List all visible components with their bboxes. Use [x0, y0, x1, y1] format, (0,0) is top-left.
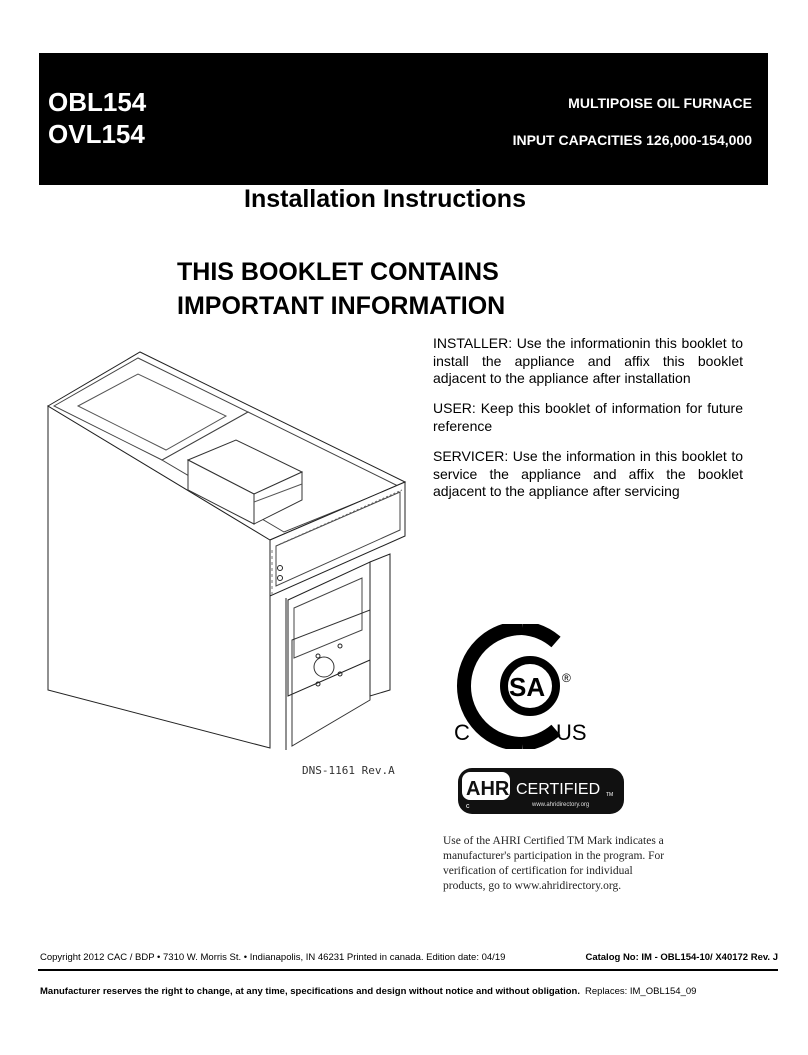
csa-logo	[452, 624, 592, 749]
csa-mark: SA	[509, 672, 546, 702]
product-type: MULTIPOISE OIL FURNACE	[568, 95, 752, 111]
ahri-c: c	[466, 803, 470, 810]
ahri-certified-text: CERTIFIED	[516, 781, 601, 798]
furnace-drawing	[40, 340, 420, 760]
ahri-brand: AHRI	[466, 778, 515, 800]
document-title: Installation Instructions	[244, 185, 526, 213]
input-capacities: INPUT CAPACITIES 126,000-154,000	[512, 132, 752, 148]
model-number-1: OBL154	[48, 87, 147, 117]
ahri-tm: TM	[606, 792, 614, 798]
installer-instruction: INSTALLER: Use the informationin this booklet to install the appliance and affix this booklet adjacent to the appliance after installation	[433, 335, 743, 386]
servicer-instruction: SERVICER: Use the information in this booklet to service the appliance and affix the booklet adjacent to the appliance after servicing	[433, 448, 743, 499]
ahri-url: www.ahridirectory.org	[532, 802, 590, 808]
booklet-notice	[177, 255, 505, 323]
replaces-note: Replaces: IM_OBL154_09	[585, 986, 697, 997]
booklet-notice-line1: THIS BOOKLET CONTAINS	[177, 258, 499, 286]
footer-divider	[38, 969, 778, 971]
booklet-notice-line2: IMPORTANT INFORMATION	[177, 292, 506, 320]
csa-us-label: US	[556, 720, 587, 745]
ahri-certified-logo	[458, 768, 624, 814]
drawing-caption: DNS-1161 Rev.A	[302, 764, 395, 777]
header-banner	[39, 53, 768, 185]
registered-mark: ®	[562, 671, 571, 685]
model-number-2: OVL154	[48, 119, 145, 149]
csa-c-label: C	[454, 720, 470, 745]
user-instruction: USER: Keep this booklet of information for future reference	[433, 400, 743, 434]
disclaimer: Manufacturer reserves the right to change, at any time, specifications and design without notice and without obligation.	[40, 986, 580, 997]
copyright-line: Copyright 2012 CAC / BDP • 7310 W. Morris St. • Indianapolis, IN 46231 Printed in canada. Edition date: 04/19	[40, 952, 506, 963]
ahri-note: Use of the AHRI Certified TM Mark indicates a manufacturer's participation in the program. For verification of certification for individual products, go to www.ahridirectory.org.	[443, 835, 665, 892]
catalog-number: Catalog No: IM - OBL154-10/ X40172 Rev. J	[585, 952, 778, 963]
